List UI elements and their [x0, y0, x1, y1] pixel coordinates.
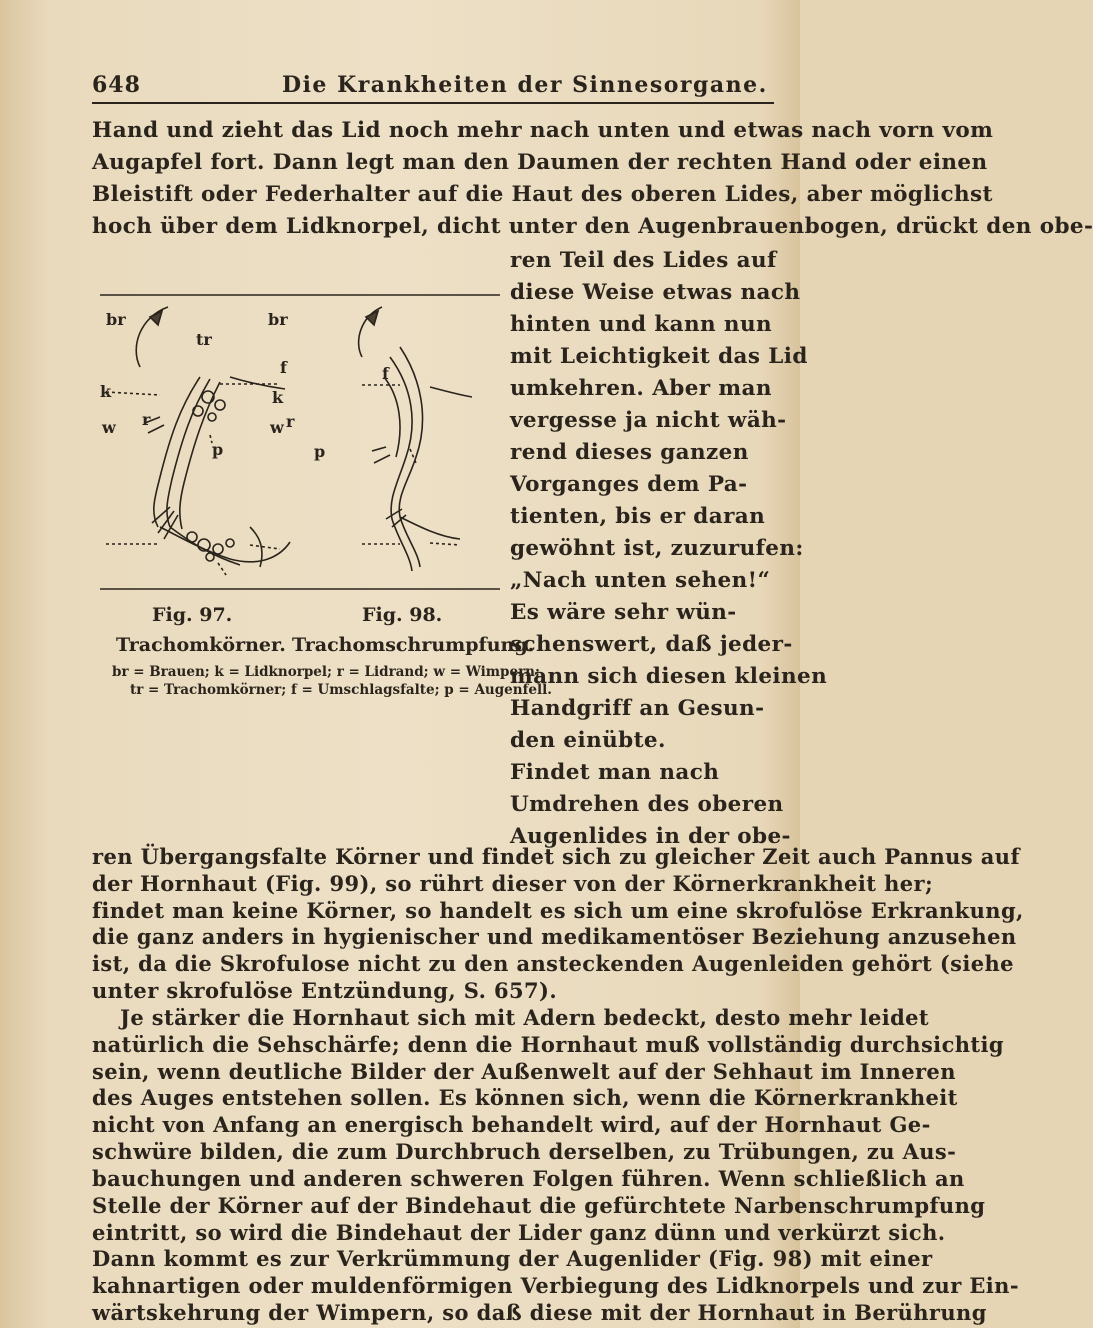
fig98-name: Trachomschrumpfung.	[292, 634, 535, 656]
text-line: gewöhnt ist, zuzurufen:	[510, 536, 804, 561]
text-line: Vorganges dem Pa-	[510, 472, 748, 497]
text-line: schwüre bilden, die zum Durchbruch derselben, zu Trübungen, zu Aus-	[92, 1139, 957, 1165]
page-number: 648	[92, 72, 141, 98]
text-line: hinten und kann nun	[510, 312, 773, 337]
text-line: vergesse ja nicht wäh-	[510, 408, 787, 433]
text-line: eintritt, so wird die Bindehaut der Lider ganz dünn und verkürzt sich.	[92, 1219, 946, 1245]
text-line: wärtskehrung der Wimpern, so daß diese mit der Hornhaut in Berührung	[92, 1300, 987, 1325]
text-line: sein, wenn deutliche Bilder der Außenwelt auf der Sehhaut im Inneren	[92, 1058, 956, 1084]
figure-97-98	[100, 287, 500, 597]
text-line: Umdrehen des oberen	[510, 792, 784, 817]
fig98-label-br: br	[268, 310, 288, 329]
fig97-label-f: f	[280, 358, 287, 377]
text-line: Bleistift oder Federhalter auf die Haut des oberen Lides, aber möglichst	[92, 182, 993, 207]
text-line: bauchungen und anderen schweren Folgen führen. Wenn schließlich an	[92, 1165, 965, 1191]
fig97-label-br: br	[106, 310, 126, 329]
text-line: Augenlides in der obe-	[510, 824, 791, 849]
running-title: Die Krankheiten der Sinnesorgane.	[282, 72, 768, 98]
text-line: ist, da die Skrofulose nicht zu den ansteckenden Augenleiden gehört (siehe	[92, 951, 1014, 977]
text-line: Es wäre sehr wün-	[510, 600, 737, 625]
fig98-label-r: r	[286, 412, 295, 431]
text-line: „Nach unten sehen!“	[510, 568, 771, 593]
text-line: Augapfel fort. Dann legt man den Daumen der rechten Hand oder einen	[92, 150, 988, 175]
text-line: ren Übergangsfalte Körner und findet sich zu gleicher Zeit auch Pannus auf	[92, 844, 1020, 869]
text-line: Stelle der Körner auf der Bindehaut die gefürchtete Narbenschrumpfung	[92, 1192, 986, 1218]
text-line: ren Teil des Lides auf	[510, 248, 777, 273]
text-line: den einübte.	[510, 728, 666, 753]
text-line: mann sich diesen kleinen	[510, 664, 828, 689]
fig97-label-p: p	[212, 440, 224, 459]
text-line: diese Weise etwas nach	[510, 280, 801, 305]
text-line: hoch über dem Lidknorpel, dicht unter den Augenbrauenbogen, drückt den obe-	[92, 214, 1093, 239]
text-line: Hand und zieht das Lid noch mehr nach unten und etwas nach vorn vom	[92, 118, 994, 143]
text-line: mit Leichtigkeit das Lid	[510, 344, 808, 369]
figure-legend-line-2: tr = Trachomkörner; f = Umschlagsfalte; p = Augenfell.	[130, 682, 552, 698]
fig98-label-k: k	[272, 388, 284, 407]
text-line: Handgriff an Gesun-	[510, 696, 765, 721]
fig98-label-f: f	[382, 364, 389, 383]
text-line: Dann kommt es zur Verkrümmung der Augenlider (Fig. 98) mit einer	[92, 1246, 933, 1272]
text-line: findet man keine Körner, so handelt es sich um eine skrofulöse Erkrankung,	[92, 897, 1024, 923]
text-line: die ganz anders in hygienischer und medikamentöser Beziehung anzusehen	[92, 924, 1017, 950]
fig97-title: Fig. 97.	[152, 604, 233, 626]
page-header	[92, 72, 772, 102]
fig98-title: Fig. 98.	[362, 604, 443, 626]
fig97-label-r: r	[142, 410, 151, 429]
fig97-label-tr: tr	[196, 330, 212, 349]
figure-illustration	[100, 287, 500, 597]
text-line: tienten, bis er daran	[510, 504, 766, 529]
fig98-drawing	[359, 307, 472, 571]
text-line: Findet man nach	[510, 760, 720, 785]
fig97-label-w: w	[102, 418, 116, 437]
text-line: Je stärker die Hornhaut sich mit Adern bedeckt, desto mehr leidet	[120, 1004, 930, 1030]
text-line: der Hornhaut (Fig. 99), so rührt dieser von der Körnerkrankheit her;	[92, 870, 934, 896]
text-line: nicht von Anfang an energisch behandelt wird, auf der Hornhaut Ge-	[92, 1112, 931, 1138]
text-line: natürlich die Sehschärfe; denn die Hornhaut muß vollständig durchsichtig	[92, 1031, 1004, 1057]
text-line: kahnartigen oder muldenförmigen Verbiegung des Lidknorpels und zur Ein-	[92, 1273, 1019, 1299]
header-rule	[92, 102, 774, 104]
text-line: umkehren. Aber man	[510, 376, 772, 401]
text-line: schenswert, daß jeder-	[510, 632, 793, 657]
fig97-name: Trachomkörner.	[116, 634, 286, 656]
fig98-label-p: p	[314, 442, 326, 461]
figure-legend-line-1: br = Brauen; k = Lidknorpel; r = Lidrand; w = Wimpern;	[112, 664, 540, 680]
text-line: rend dieses ganzen	[510, 440, 749, 465]
text-line: unter skrofulöse Entzündung, S. 657).	[92, 978, 558, 1004]
fig98-label-w: w	[270, 418, 284, 437]
text-line: des Auges entstehen sollen. Es können sich, wenn die Körnerkrankheit	[92, 1085, 958, 1111]
fig97-label-k: k	[100, 382, 112, 401]
